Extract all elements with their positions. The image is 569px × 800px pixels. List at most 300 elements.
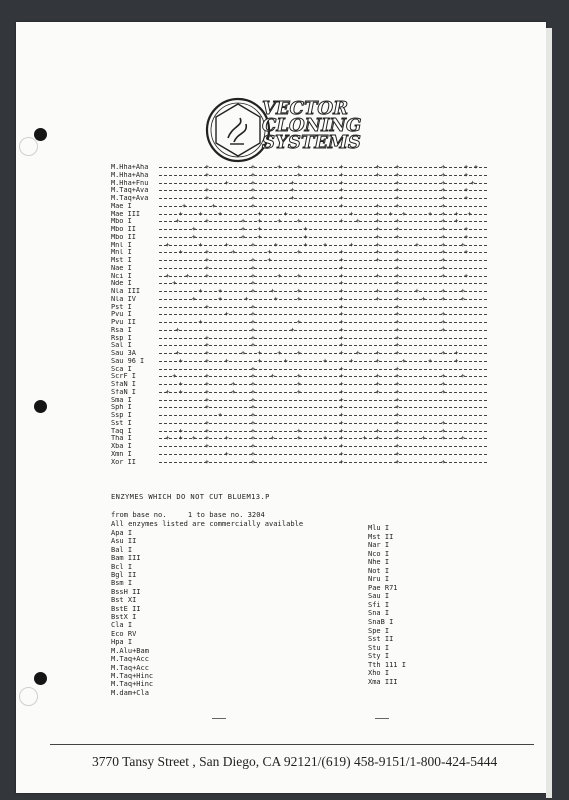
sequence-dash-line	[159, 415, 487, 416]
cut-site-mark: +	[273, 240, 278, 249]
cut-site-mark: +	[375, 209, 380, 218]
cut-site-mark: +	[339, 372, 344, 381]
cut-site-mark: +	[375, 356, 380, 365]
cut-site-mark: +	[218, 411, 223, 419]
enzyme-list-item: M.Taq+Acc	[111, 655, 149, 664]
cut-site-mark: +	[250, 256, 255, 264]
enzyme-name: Taq I	[111, 427, 132, 435]
cut-site-mark: +	[375, 232, 380, 241]
cut-site-mark: +	[296, 287, 301, 295]
map-row	[111, 435, 487, 443]
cut-site-mark: +	[339, 186, 344, 195]
map-row	[111, 389, 487, 397]
cut-site-mark: +	[460, 372, 465, 381]
cut-site-mark: +	[250, 240, 255, 249]
cut-site-mark: +	[460, 240, 465, 249]
cut-site-mark: +	[204, 302, 210, 311]
cut-site-mark: +	[191, 294, 196, 303]
sequence-dash-line	[159, 299, 487, 300]
cut-site-mark: +	[204, 442, 210, 450]
cut-line	[159, 319, 487, 327]
cut-site-mark: +	[204, 457, 210, 466]
cut-site-mark: +	[460, 287, 465, 295]
enzyme-list-item: Tth 111 I	[368, 660, 406, 669]
sequence-dash-line	[159, 183, 487, 184]
cut-site-mark: +	[250, 333, 255, 342]
cut-site-mark: +	[339, 403, 344, 412]
cut-site-mark: +	[441, 310, 446, 319]
cut-site-mark: +	[204, 372, 210, 381]
cut-site-mark: +	[441, 434, 446, 443]
cut-site-mark: +	[250, 170, 255, 179]
cut-site-mark: +	[231, 380, 236, 388]
map-row	[111, 257, 487, 265]
cut-site-mark: +	[414, 240, 419, 249]
cut-site-mark: +	[204, 341, 210, 350]
footer-rule	[50, 744, 534, 745]
cut-site-mark: +	[204, 434, 210, 443]
cut-site-mark: +	[250, 194, 255, 202]
enzyme-name: Ssp I	[111, 412, 132, 419]
cut-site-mark: +	[250, 395, 255, 404]
cut-site-mark: +	[296, 372, 301, 381]
cut-site-mark: +	[178, 356, 183, 365]
cut-line	[159, 358, 487, 366]
sequence-dash-line	[159, 291, 487, 292]
cut-site-mark: +	[427, 356, 433, 365]
cut-site-mark: +	[414, 287, 419, 295]
logo-word-2: CLONING	[262, 115, 362, 136]
enzyme-list-item: Apa I	[111, 529, 133, 537]
cut-site-mark: +	[198, 240, 203, 249]
sequence-dash-line	[159, 369, 487, 370]
cut-site-mark: +	[375, 380, 380, 388]
enzyme-list-item: Bgl II	[111, 571, 137, 580]
cut-line	[159, 311, 487, 319]
footer-address: 3770 Tansy Street , San Diego, CA 92121/(619) 458-9151/1-800-424-5444	[92, 754, 498, 769]
enzyme-name: Mbo II	[111, 233, 136, 241]
cut-site-mark: +	[375, 287, 380, 295]
cut-site-mark: +	[441, 457, 446, 466]
cut-site-mark: +	[441, 426, 446, 435]
cut-site-mark: +	[204, 349, 210, 357]
cut-site-mark: +	[204, 356, 210, 365]
cut-site-mark: +	[349, 209, 354, 218]
punch-hole	[34, 672, 47, 685]
map-row	[111, 273, 487, 281]
cut-site-mark: +	[421, 294, 426, 303]
cut-site-mark: +	[224, 310, 229, 319]
cut-site-mark: +	[323, 434, 328, 443]
cut-site-mark: +	[395, 186, 400, 195]
cut-site-mark: +	[250, 318, 255, 326]
cut-site-mark: +	[460, 294, 465, 303]
cut-site-mark: +	[250, 380, 255, 388]
enzyme-name: Sst I	[111, 419, 132, 427]
enzyme-name: Sau 96 I	[111, 357, 145, 365]
cut-site-mark: +	[257, 217, 262, 226]
cut-site-mark: +	[441, 217, 446, 226]
enzyme-name: Nae I	[111, 264, 132, 272]
cut-site-mark: +	[250, 434, 255, 443]
cut-site-mark: +	[339, 248, 344, 257]
sequence-dash-line	[159, 322, 487, 323]
punch-hole-ring	[19, 687, 38, 706]
enzyme-name: M.Taq+Ava	[111, 187, 149, 195]
cut-site-mark: +	[323, 356, 328, 365]
cut-site-mark: +	[296, 163, 301, 171]
cut-site-mark: +	[395, 248, 400, 257]
cut-site-mark: +	[395, 310, 400, 319]
cut-site-mark: +	[178, 248, 183, 257]
cut-site-mark: +	[198, 287, 203, 295]
cut-site-mark: +	[441, 232, 446, 241]
cut-line	[159, 304, 487, 312]
cut-site-mark: +	[441, 194, 446, 202]
logo-word-1: VECTOR	[262, 98, 349, 119]
cut-site-mark: +	[218, 209, 223, 218]
page-edge	[546, 28, 552, 798]
cut-site-mark: +	[375, 349, 380, 357]
map-row	[111, 335, 487, 343]
cut-line	[159, 203, 487, 211]
cut-site-mark: +	[388, 209, 393, 218]
cut-site-mark: +	[395, 434, 400, 443]
cut-site-mark: +	[339, 426, 344, 435]
enzyme-list-item: Asu II	[111, 537, 137, 546]
map-row	[111, 226, 487, 234]
cut-site-mark: +	[441, 209, 446, 218]
cut-site-mark: +	[441, 170, 446, 179]
enzyme-name: Tha I	[111, 435, 132, 443]
cut-site-mark: +	[395, 380, 400, 388]
cut-site-mark: +	[395, 225, 400, 233]
cut-site-mark: +	[441, 163, 446, 171]
enzyme-name: M.Hha+Aha	[111, 171, 149, 179]
cut-site-mark: +	[296, 349, 301, 357]
cut-site-mark: +	[375, 372, 380, 381]
cut-site-mark: +	[290, 325, 295, 334]
cut-site-mark: +	[165, 387, 170, 396]
enzyme-list-item: M.dam+Cla	[111, 688, 149, 697]
cut-site-mark: +	[296, 271, 301, 280]
enzyme-name: Nde I	[111, 280, 132, 288]
enzyme-list-item: Cla I	[111, 621, 133, 630]
map-row	[111, 195, 487, 203]
cut-site-mark: +	[355, 217, 360, 226]
cut-site-mark: +	[441, 325, 446, 334]
cut-site-mark: +	[395, 163, 400, 171]
cut-site-mark: +	[464, 271, 469, 280]
cut-site-mark: +	[395, 201, 400, 210]
enzyme-list-item: Mst II	[368, 532, 394, 541]
cut-site-mark: +	[270, 287, 275, 295]
enzyme-list-right	[368, 524, 406, 686]
cut-site-mark: +	[441, 380, 446, 388]
cut-site-mark: +	[296, 318, 301, 326]
cut-site-mark: +	[454, 356, 459, 365]
map-row	[111, 358, 487, 366]
map-row	[111, 172, 487, 180]
cut-site-mark: +	[339, 349, 344, 357]
cut-site-mark: +	[257, 225, 262, 233]
cut-site-mark: +	[270, 434, 275, 443]
cut-site-mark: +	[250, 325, 255, 334]
enzyme-list-left	[111, 529, 153, 697]
cut-site-mark: +	[339, 194, 344, 202]
cut-site-mark: +	[250, 442, 255, 450]
cut-site-mark: +	[296, 217, 301, 226]
cut-site-mark: +	[204, 163, 210, 171]
cut-site-mark: +	[250, 403, 255, 412]
cut-site-mark: +	[191, 232, 196, 241]
cut-site-mark: +	[355, 349, 360, 357]
cut-site-mark: +	[339, 256, 344, 264]
cut-site-mark: +	[290, 186, 295, 195]
cut-line	[159, 459, 487, 467]
cut-site-mark: +	[339, 279, 344, 288]
map-row	[111, 296, 487, 304]
cut-site-mark: +	[395, 217, 400, 226]
cut-site-mark: +	[290, 178, 295, 187]
map-row	[111, 459, 487, 467]
cut-site-mark: +	[339, 217, 344, 226]
cut-site-mark: +	[204, 426, 210, 435]
cut-site-mark: +	[323, 240, 328, 249]
sequence-dash-line	[159, 206, 487, 207]
cut-site-mark: +	[464, 232, 469, 241]
short-rule	[375, 718, 389, 719]
cut-site-mark: +	[464, 248, 469, 257]
cut-site-mark: +	[395, 294, 400, 303]
enzyme-list-item: Sst II	[368, 635, 394, 644]
cut-site-mark: +	[395, 318, 400, 326]
cut-site-mark: +	[296, 434, 301, 443]
enzyme-list-item: M.Alu+Bam	[111, 646, 149, 655]
cut-site-mark: +	[244, 294, 249, 303]
cut-site-mark: +	[375, 271, 380, 280]
punch-hole-ring	[19, 137, 38, 156]
cut-site-mark: +	[339, 163, 344, 171]
cut-site-mark: +	[395, 442, 400, 450]
cut-site-mark: +	[464, 186, 469, 195]
cut-site-mark: +	[250, 372, 255, 381]
enzyme-name: Pst I	[111, 303, 132, 311]
cut-site-mark: +	[339, 178, 344, 187]
enzyme-list-item: Xma III	[368, 677, 398, 686]
cut-site-mark: +	[191, 225, 196, 233]
enzyme-name: M.Taq+Ava	[111, 195, 149, 202]
enzyme-name: Mnl I	[111, 241, 132, 249]
enzyme-name: SfaN I	[111, 381, 136, 388]
cut-site-mark: +	[441, 263, 446, 272]
enzyme-list-item: BssH II	[111, 587, 141, 596]
cut-site-mark: +	[454, 209, 459, 218]
cut-site-mark: +	[395, 256, 400, 264]
cut-site-mark: +	[375, 170, 380, 179]
enzyme-list-item: Mlu I	[368, 524, 390, 532]
cut-site-mark: +	[283, 209, 288, 218]
cut-site-mark: +	[421, 434, 426, 443]
cut-site-mark: +	[175, 325, 180, 334]
cut-line	[159, 273, 487, 281]
sequence-dash-line	[159, 214, 487, 215]
cut-line	[159, 404, 487, 412]
cut-site-mark: +	[441, 372, 446, 381]
cut-site-mark: +	[277, 271, 282, 280]
cut-site-mark: +	[441, 186, 446, 195]
cut-site-mark: +	[349, 240, 354, 249]
cut-site-mark: +	[339, 170, 344, 179]
enzyme-name: Xor II	[111, 458, 136, 466]
cut-site-mark: +	[375, 434, 380, 443]
cut-site-mark: +	[241, 232, 246, 241]
cut-site-mark: +	[441, 271, 446, 280]
enzyme-name: ScrF I	[111, 373, 136, 381]
sequence-dash-line	[159, 229, 487, 230]
enzyme-list-item: Nhe I	[368, 558, 390, 567]
cut-site-mark: +	[218, 294, 223, 303]
cut-site-mark: +	[267, 248, 272, 257]
enzyme-list-item: M.Taq+Acc	[111, 663, 149, 672]
cut-line	[159, 218, 487, 226]
enzyme-name: Sal I	[111, 342, 132, 350]
cut-site-mark: +	[375, 294, 380, 303]
cut-site-mark: +	[470, 178, 475, 187]
cut-site-mark: +	[250, 411, 255, 419]
cut-site-mark: +	[241, 349, 246, 357]
enzyme-list-item: M.Taq+Hinc	[111, 671, 154, 680]
cut-site-mark: +	[395, 333, 400, 342]
cut-site-mark: +	[165, 271, 170, 280]
cut-site-mark: +	[283, 356, 288, 365]
cut-site-mark: +	[250, 457, 255, 466]
cut-site-mark: +	[250, 341, 255, 350]
cut-site-mark: +	[441, 287, 446, 295]
cut-site-mark: +	[178, 434, 183, 443]
cut-site-mark: +	[175, 217, 180, 226]
cut-site-mark: +	[250, 387, 255, 396]
sequence-dash-line	[159, 283, 487, 284]
enzyme-name: Sph I	[111, 404, 132, 412]
cut-site-mark: +	[172, 279, 177, 288]
cut-site-mark: +	[296, 426, 301, 435]
cut-site-mark: +	[467, 209, 472, 218]
cut-site-mark: +	[395, 263, 400, 272]
map-row	[111, 404, 487, 412]
cut-site-mark: +	[349, 356, 354, 365]
cut-site-mark: +	[395, 349, 400, 357]
cut-site-mark: +	[362, 434, 367, 443]
cut-site-mark: +	[441, 294, 446, 303]
cut-site-mark: +	[296, 380, 301, 388]
enzyme-list-item: BstE II	[111, 604, 141, 613]
cut-site-mark: +	[454, 217, 459, 226]
cut-site-mark: +	[441, 225, 446, 233]
cut-site-mark: +	[441, 387, 446, 396]
cut-site-mark: +	[395, 364, 400, 373]
enzyme-list-item: Not I	[368, 566, 390, 575]
map-row	[111, 249, 487, 257]
enzyme-list-item: M.Taq+Hinc	[111, 680, 154, 689]
enzyme-list-item: Xho I	[368, 669, 390, 678]
cut-site-mark: +	[257, 349, 262, 357]
map-row	[111, 180, 487, 188]
enzyme-name: Mnl I	[111, 249, 132, 257]
cut-site-mark: +	[339, 201, 344, 210]
punch-hole	[34, 400, 47, 413]
map-row	[111, 397, 487, 405]
enzyme-list-item: Eco RV	[111, 629, 137, 638]
cut-site-mark: +	[339, 302, 344, 311]
enzyme-name: M.Hha+Aha	[111, 164, 149, 171]
cut-site-mark: +	[224, 449, 229, 458]
cut-site-mark: +	[395, 411, 400, 419]
cut-site-mark: +	[204, 263, 210, 272]
cut-site-mark: +	[375, 426, 380, 435]
enzyme-cut-map	[111, 164, 487, 466]
cut-site-mark: +	[395, 279, 400, 288]
cut-site-mark: +	[473, 163, 479, 171]
cut-site-mark: +	[204, 170, 210, 179]
enzyme-name: Sma I	[111, 396, 132, 404]
cut-site-mark: +	[441, 349, 446, 357]
enzyme-name: Nci I	[111, 272, 132, 280]
cut-site-mark: +	[441, 248, 446, 257]
cut-site-mark: +	[395, 449, 400, 458]
cut-site-mark: +	[395, 387, 400, 396]
cut-site-mark: +	[204, 403, 210, 412]
cut-site-mark: +	[464, 170, 469, 179]
cut-site-mark: +	[339, 442, 344, 450]
cut-site-mark: +	[375, 217, 380, 226]
cut-site-mark: +	[250, 364, 255, 373]
map-row	[111, 218, 487, 226]
section-title: ENZYMES WHICH DO NOT CUT BLUEM13.P	[111, 492, 270, 501]
cut-site-mark: +	[375, 240, 380, 249]
sequence-dash-line	[159, 237, 487, 238]
cut-site-mark: +	[296, 248, 301, 257]
cut-site-mark: +	[339, 287, 344, 295]
map-row	[111, 327, 487, 335]
enzyme-list-item: Bsm I	[111, 579, 133, 588]
cut-site-mark: +	[441, 418, 446, 427]
cut-site-mark: +	[165, 240, 170, 249]
cut-site-mark: +	[231, 248, 236, 257]
sequence-dash-line	[159, 330, 487, 331]
cut-site-mark: +	[257, 232, 262, 241]
cut-site-mark: +	[277, 349, 282, 357]
cut-site-mark: +	[175, 349, 180, 357]
cut-site-mark: +	[250, 449, 255, 458]
enzyme-list-item: Sna I	[368, 609, 390, 618]
cut-site-mark: +	[339, 341, 344, 350]
enzyme-list-item: Bam III	[111, 554, 141, 563]
cut-site-mark: +	[339, 318, 344, 326]
map-row	[111, 412, 487, 420]
enzyme-list-item: Spe I	[368, 626, 390, 635]
map-row	[111, 451, 487, 459]
cut-site-mark: +	[339, 411, 344, 419]
cut-site-mark: +	[339, 294, 344, 303]
cut-line	[159, 226, 487, 234]
cut-site-mark: +	[277, 163, 282, 171]
cut-site-mark: +	[204, 194, 210, 202]
enzyme-name: Pvu I	[111, 311, 132, 319]
cut-site-mark: +	[464, 225, 469, 233]
enzyme-list-item: Stu I	[368, 643, 390, 652]
cut-site-mark: +	[241, 225, 246, 233]
